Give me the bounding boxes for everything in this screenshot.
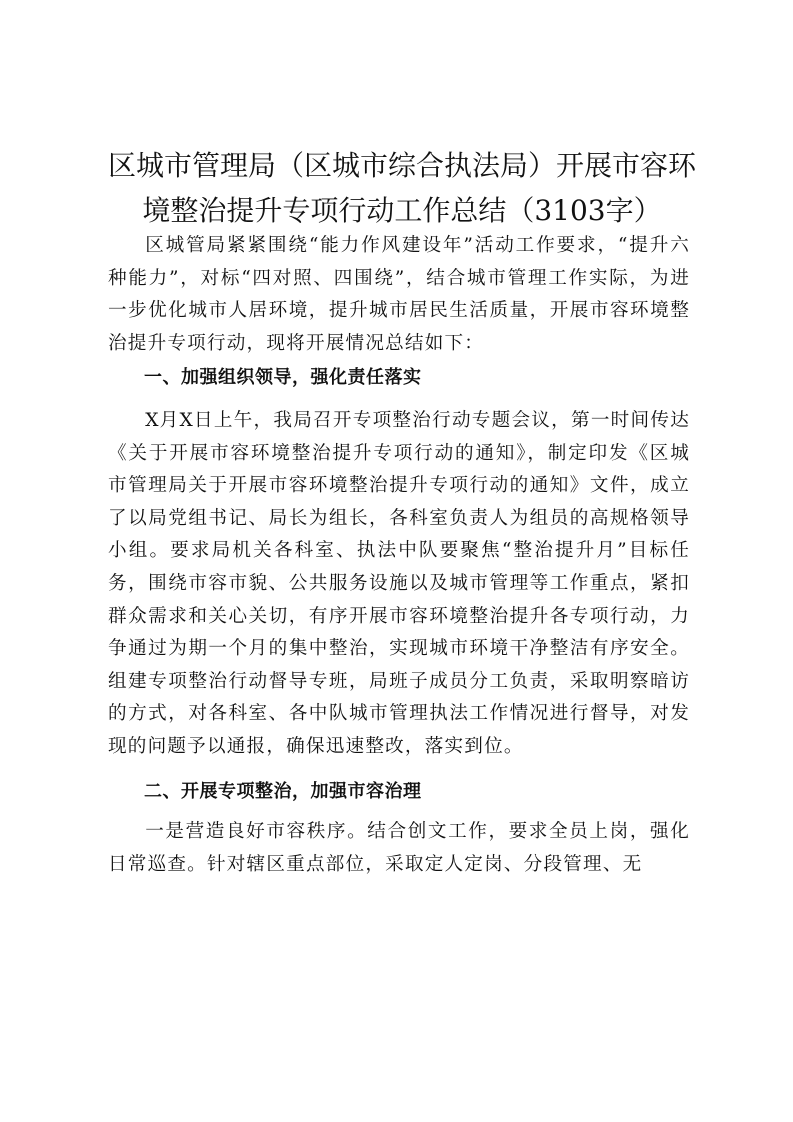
intro-paragraph: 区城管局紧紧围绕“能力作风建设年”活动工作要求，“提升六种能力”，对标“四对照、四围绕”，结合城市管理工作实际，为进一步优化城市人居环境，提升城市居民生活质量，开展市容环境整治提升专项行动，现将开展情况总结如下： <box>108 235 690 354</box>
section-1-heading: 一、加强组织领导，强化责任落实 <box>144 367 422 389</box>
document-title: 区城市管理局（区城市综合执法局）开展市容环境整治提升专项行动工作总结（3103字） <box>107 149 696 227</box>
section-2-heading: 二、开展专项整治，加强市容治理 <box>144 780 422 802</box>
section-2-paragraph: 一是营造良好市容秩序。结合创文工作，要求全员上岗，强化日常巡查。针对辖区重点部位，采取定人定岗、分段管理、无 <box>108 821 690 875</box>
section-1-paragraph: X月X日上午，我局召开专项整治行动专题会议，第一时间传达《关于开展市容环境整治提升专项行动的通知》，制定印发《区城市管理局关于开展市容环境整治提升专项行动的通知》文件，成立了以局党组书记、局长为组长，各科室负责人为组员的高规格领导小组。要求局机关各科室、执法中队要聚焦“整治提升月”目标任务，围绕市容市貌、公共服务设施以及城市管理等工作重点，紧扣群众需求和关心关切，有序开展市容环境整治提升各专项行动，力争通过为期一个月的集中整治，实现城市环境干净整洁有序安全。组建专项整治行动督导专班，局班子成员分工负责，采取明察暗访的方式，对各科室、各中队城市管理执法工作情况进行督导，对发现的问题予以通报，确保迅速整改，落实到位。 <box>108 409 690 757</box>
document-body <box>108 230 690 881</box>
